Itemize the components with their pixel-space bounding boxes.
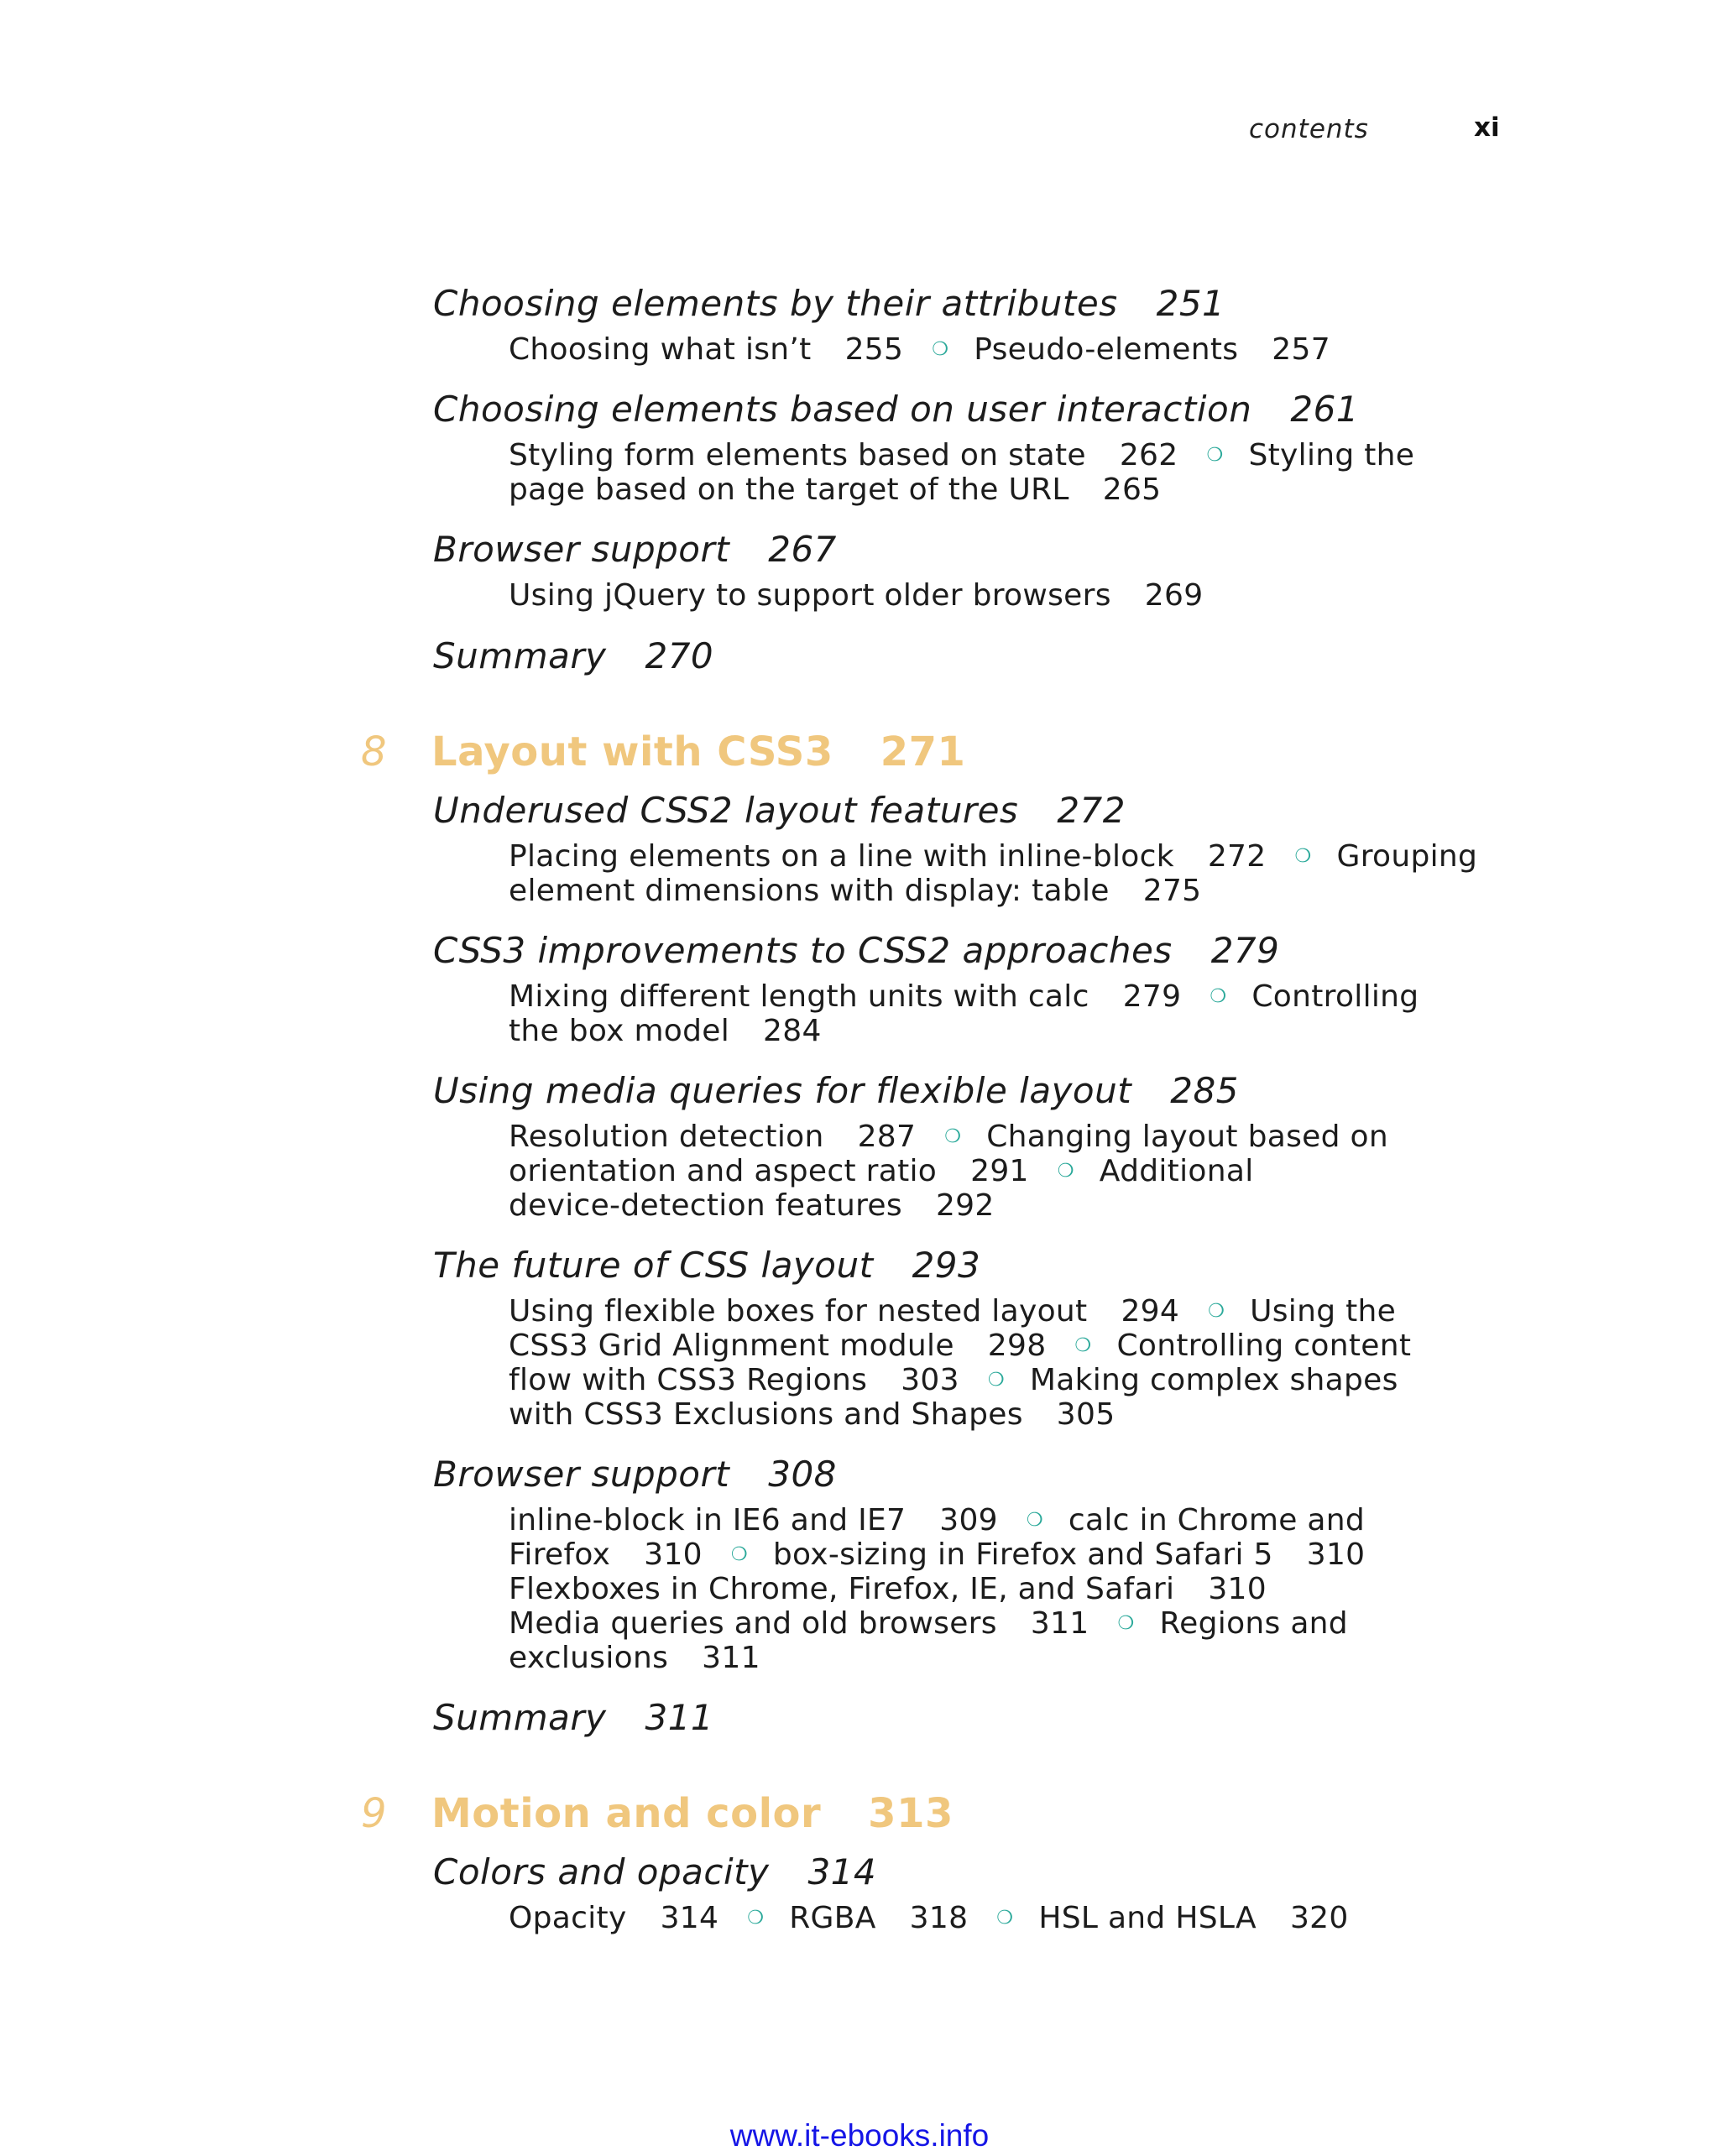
- toc-subentry-line: [509, 1294, 1396, 1329]
- toc-subentry-line: [509, 1188, 995, 1223]
- toc-subentry-line: [509, 1641, 760, 1675]
- toc-subentry-line: [509, 1154, 1254, 1188]
- section-page-number: 314: [807, 1851, 877, 1892]
- section-page-number: 293: [912, 1245, 981, 1286]
- subentry-page: 287: [857, 1120, 917, 1154]
- subentry-page: 309: [939, 1503, 998, 1537]
- chapter-number: 8: [361, 728, 387, 775]
- subentry-page: 318: [909, 1901, 969, 1935]
- subentry-page: 257: [1272, 332, 1330, 367]
- toc-subentry-line: [509, 839, 1477, 874]
- section-title-text: Choosing elements by their attributes: [433, 283, 1118, 324]
- toc-section-title[interactable]: [433, 635, 713, 676]
- subentry-text[interactable]: Grouping: [1336, 839, 1478, 874]
- subentry-page: 311: [702, 1641, 760, 1675]
- subentry-text[interactable]: Choosing what isn’t: [509, 332, 812, 367]
- toc-subentry-line: [509, 1606, 1348, 1641]
- section-title-text: The future of CSS layout: [433, 1245, 874, 1286]
- subentry-text[interactable]: Making complex shapes: [1029, 1363, 1398, 1397]
- subentry-page: 310: [644, 1537, 703, 1572]
- toc-section-title[interactable]: [433, 1851, 876, 1892]
- section-title-text: Browser support: [433, 1454, 730, 1495]
- subentry-text[interactable]: HSL and HSLA: [1038, 1901, 1257, 1935]
- subentry-text[interactable]: Firefox: [509, 1537, 611, 1572]
- subentry-text[interactable]: calc in Chrome and: [1068, 1503, 1366, 1537]
- bullet-icon: ❍: [944, 1126, 962, 1147]
- toc-subentry-line: [509, 1572, 1267, 1606]
- subentry-page: 269: [1144, 578, 1204, 613]
- toc-subentry-line: [509, 578, 1203, 613]
- subentry-text[interactable]: Styling form elements based on state: [509, 438, 1086, 472]
- subentry-page: 255: [844, 332, 904, 367]
- toc-chapter-title[interactable]: [431, 728, 965, 775]
- subentry-text[interactable]: device-detection features: [509, 1188, 902, 1223]
- subentry-text[interactable]: with CSS3 Exclusions and Shapes: [509, 1397, 1023, 1432]
- subentry-page: 294: [1121, 1294, 1180, 1329]
- subentry-text[interactable]: orientation and aspect ratio: [509, 1154, 938, 1188]
- header-section-label: contents: [1249, 114, 1369, 144]
- toc-subentry-line: [509, 1329, 1411, 1363]
- subentry-page: 292: [935, 1188, 995, 1223]
- section-title-text: CSS3 improvements to CSS2 approaches: [433, 930, 1173, 971]
- subentry-text[interactable]: page based on the target of the URL: [509, 472, 1069, 507]
- section-page-number: 279: [1210, 930, 1280, 971]
- toc-section-title[interactable]: [433, 389, 1359, 430]
- toc-subentry-line: [509, 1363, 1398, 1397]
- section-title-text: Colors and opacity: [433, 1851, 770, 1892]
- bullet-icon: ❍: [987, 1370, 1005, 1391]
- toc-section-title[interactable]: [433, 790, 1126, 831]
- subentry-text[interactable]: Opacity: [509, 1901, 627, 1935]
- subentry-text[interactable]: Media queries and old browsers: [509, 1606, 997, 1641]
- subentry-text[interactable]: Additional: [1099, 1154, 1254, 1188]
- subentry-text[interactable]: flow with CSS3 Regions: [509, 1363, 868, 1397]
- toc-section-title[interactable]: [433, 1454, 837, 1495]
- subentry-page: 279: [1122, 979, 1182, 1014]
- section-title-text: Using media queries for flexible layout: [433, 1070, 1132, 1111]
- toc-section-title[interactable]: [433, 1697, 713, 1738]
- subentry-text[interactable]: exclusions: [509, 1641, 669, 1675]
- bullet-icon: ❍: [1208, 1301, 1225, 1322]
- subentry-page: 284: [763, 1014, 822, 1048]
- subentry-page: 305: [1056, 1397, 1116, 1432]
- subentry-text[interactable]: Controlling content: [1116, 1329, 1412, 1363]
- section-title-text: Choosing elements based on user interaction: [433, 389, 1252, 430]
- subentry-text[interactable]: Using flexible boxes for nested layout: [509, 1294, 1088, 1329]
- subentry-text[interactable]: inline-block in IE6 and IE7: [509, 1503, 907, 1537]
- section-page-number: 311: [645, 1697, 714, 1738]
- subentry-text[interactable]: CSS3 Grid Alignment module: [509, 1329, 954, 1363]
- subentry-page: 262: [1119, 438, 1178, 472]
- bullet-icon: ❍: [730, 1544, 748, 1565]
- subentry-text[interactable]: RGBA: [789, 1901, 876, 1935]
- chapter-number: 9: [361, 1790, 387, 1837]
- subentry-page: 310: [1306, 1537, 1366, 1572]
- subentry-text[interactable]: element dimensions with display: table: [509, 874, 1110, 908]
- bullet-icon: ❍: [1074, 1335, 1092, 1356]
- subentry-text[interactable]: box-sizing in Firefox and Safari 5: [772, 1537, 1273, 1572]
- toc-chapter-title[interactable]: [431, 1790, 954, 1837]
- subentry-page: 314: [660, 1901, 719, 1935]
- bullet-icon: ❍: [1057, 1161, 1074, 1182]
- subentry-text[interactable]: Using the: [1250, 1294, 1397, 1329]
- bullet-icon: ❍: [996, 1908, 1014, 1929]
- toc-subentry-line: [509, 1120, 1388, 1154]
- subentry-text[interactable]: Resolution detection: [509, 1120, 824, 1154]
- chapter-title-text: Motion and color: [431, 1790, 822, 1837]
- subentry-text[interactable]: Pseudo-elements: [974, 332, 1239, 367]
- subentry-text[interactable]: Regions and: [1159, 1606, 1348, 1641]
- subentry-text[interactable]: Using jQuery to support older browsers: [509, 578, 1111, 613]
- section-page-number: 285: [1170, 1070, 1239, 1111]
- section-title-text: Browser support: [433, 529, 730, 570]
- subentry-page: 320: [1289, 1901, 1349, 1935]
- bullet-icon: ❍: [747, 1908, 765, 1929]
- subentry-text[interactable]: the box model: [509, 1014, 730, 1048]
- subentry-page: 272: [1207, 839, 1267, 874]
- toc-section-title[interactable]: [433, 1070, 1239, 1111]
- subentry-page: 291: [970, 1154, 1029, 1188]
- section-page-number: 261: [1290, 389, 1360, 430]
- subentry-text[interactable]: Controlling: [1251, 979, 1419, 1014]
- section-page-number: 272: [1057, 790, 1126, 831]
- bullet-icon: ❍: [1210, 986, 1227, 1007]
- subentry-text[interactable]: Mixing different length units with calc: [509, 979, 1089, 1014]
- toc-subentry-line: [509, 438, 1414, 472]
- chapter-title-text: Layout with CSS3: [431, 728, 833, 775]
- toc-subentry-line: [509, 979, 1419, 1014]
- bullet-icon: ❍: [1026, 1510, 1043, 1531]
- toc-subentry-line: [509, 1901, 1349, 1935]
- running-header: [0, 114, 1719, 148]
- toc-subentry-line: [509, 1397, 1115, 1432]
- section-title-text: Summary: [433, 635, 607, 676]
- subentry-page: 303: [901, 1363, 959, 1397]
- subentry-page: 275: [1142, 874, 1202, 908]
- section-page-number: 308: [768, 1454, 837, 1495]
- subentry-text[interactable]: Placing elements on a line with inline-block: [509, 839, 1174, 874]
- header-page-number: xi: [1474, 112, 1500, 143]
- bullet-icon: ❍: [932, 339, 949, 360]
- section-page-number: 251: [1156, 283, 1225, 324]
- bullet-icon: ❍: [1206, 445, 1224, 466]
- subentry-page: 265: [1102, 472, 1162, 507]
- toc-subentry-line: [509, 1503, 1365, 1537]
- subentry-text[interactable]: Flexboxes in Chrome, Firefox, IE, and Safari: [509, 1572, 1175, 1606]
- toc-section-title[interactable]: [433, 283, 1225, 324]
- toc-subentry-line: [509, 332, 1330, 367]
- toc-subentry-line: [509, 874, 1201, 908]
- bullet-icon: ❍: [1294, 846, 1312, 867]
- section-page-number: 270: [645, 635, 714, 676]
- toc-section-title[interactable]: [433, 529, 837, 570]
- section-page-number: 267: [768, 529, 837, 570]
- subentry-text[interactable]: Changing layout based on: [986, 1120, 1388, 1154]
- subentry-page: 298: [987, 1329, 1047, 1363]
- subentry-page: 310: [1208, 1572, 1267, 1606]
- toc-subentry-line: [509, 472, 1161, 507]
- chapter-page-number: 313: [868, 1790, 954, 1837]
- toc-section-title[interactable]: [433, 1245, 980, 1286]
- bullet-icon: ❍: [1117, 1613, 1135, 1634]
- toc-section-title[interactable]: [433, 930, 1279, 971]
- section-title-text: Underused CSS2 layout features: [433, 790, 1019, 831]
- toc-subentry-line: [509, 1537, 1365, 1572]
- toc-subentry-line: [509, 1014, 822, 1048]
- subentry-text[interactable]: Styling the: [1248, 438, 1415, 472]
- chapter-page-number: 271: [880, 728, 966, 775]
- subentry-page: 311: [1030, 1606, 1089, 1641]
- section-title-text: Summary: [433, 1697, 607, 1738]
- footer-url-link[interactable]: www.it-ebooks.info: [729, 2118, 990, 2153]
